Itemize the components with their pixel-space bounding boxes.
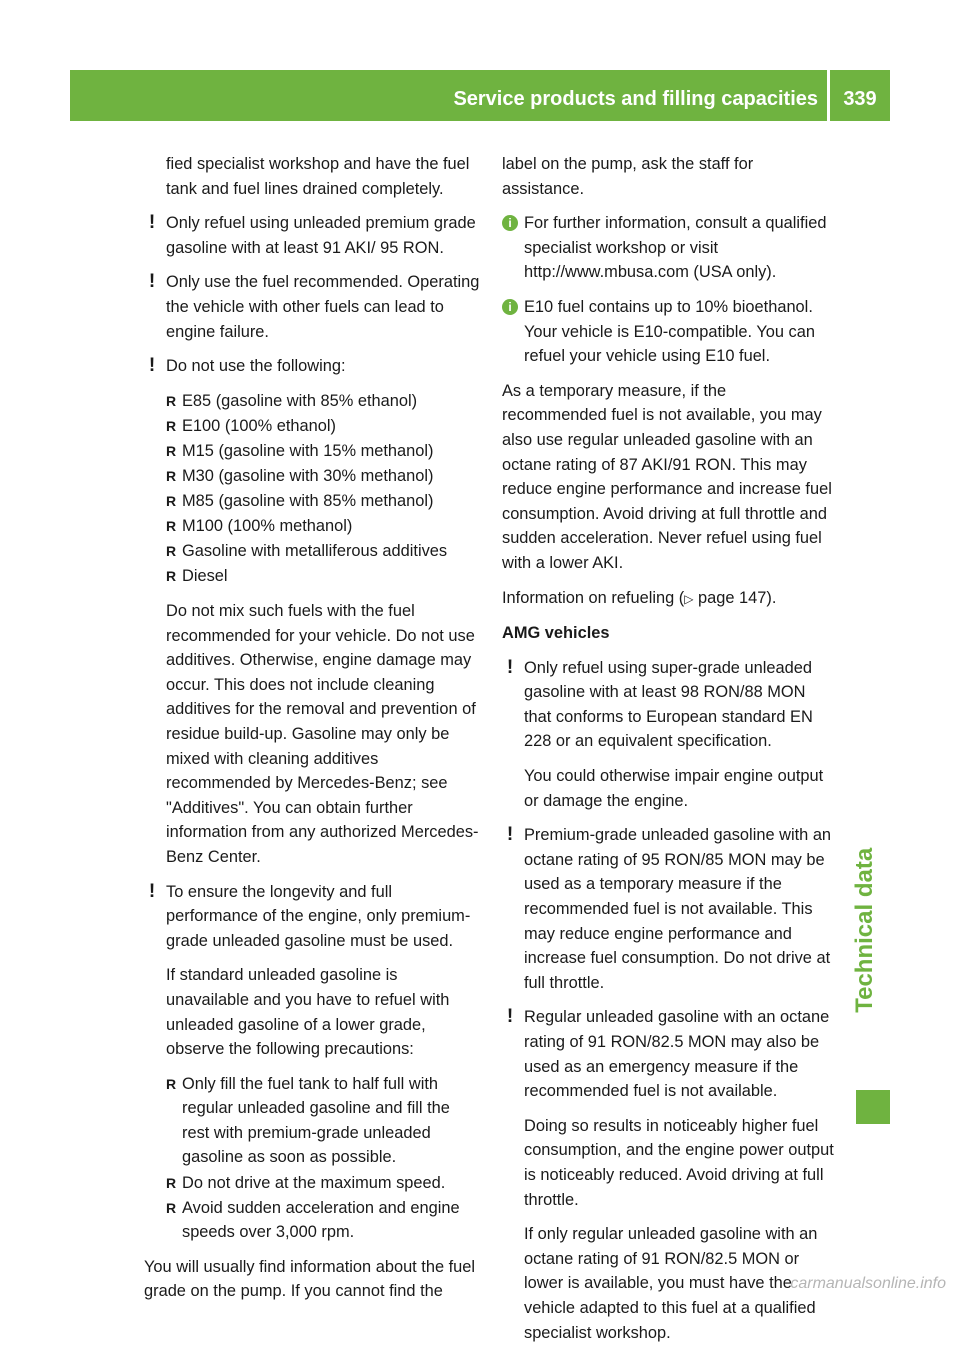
warning-icon: ! bbox=[506, 1006, 514, 1028]
section-title: Service products and filling capacities bbox=[453, 88, 818, 110]
warning-icon: ! bbox=[148, 212, 156, 234]
list-item: R E100 (100% ethanol) bbox=[166, 414, 480, 439]
list-item: R M100 (100% methanol) bbox=[166, 514, 480, 539]
warning-body: Doing so results in noticeably higher fuel consumption, and the engine power output is noticeably reduced. Avoid driving at full throttle. bbox=[524, 1116, 834, 1209]
warning-icon: ! bbox=[148, 355, 156, 377]
amg-heading: AMG vehicles bbox=[502, 624, 610, 643]
list-item: R M15 (gasoline with 15% methanol) bbox=[166, 439, 480, 464]
list-item: R Gasoline with metalliferous additives bbox=[166, 539, 480, 564]
refueling-reference bbox=[502, 586, 834, 612]
warning-body: You could otherwise impair engine output or damage the engine. bbox=[524, 767, 824, 810]
warning-body: Do not mix such fuels with the fuel recommended for your vehicle. Do not use additives. Otherwise, engine damage may occur. This does not include cleaning additives for the removal and prevention of residue build-up. Gasoline may only be mixed with cleaning additives recommended by Mercedes-Benz; see "Additives". You can obtain further information from any authorized Mercedes-Benz Center. bbox=[166, 602, 479, 866]
page-header bbox=[70, 70, 890, 121]
info-text: E10 fuel contains up to 10% bioethanol. Your vehicle is E10-compatible. You can refuel your vehicle using E10 fuel. bbox=[524, 297, 815, 366]
warning-note bbox=[502, 656, 834, 814]
side-tab-background bbox=[840, 121, 890, 860]
list-item: R M30 (gasoline with 30% methanol) bbox=[166, 464, 480, 489]
page-ref-link[interactable]: page 147). bbox=[698, 588, 777, 607]
list-item: R Avoid sudden acceleration and engine speeds over 3,000 rpm. bbox=[166, 1196, 480, 1245]
side-tab-marker bbox=[856, 1090, 890, 1124]
watermark: carmanualsonline.info bbox=[790, 1275, 946, 1292]
page-ref-icon: ▷ bbox=[684, 591, 694, 606]
warning-body: If only regular unleaded gasoline with an octane rating of 91 RON/82.5 MON or lower is available, you must have the vehicle adapted to this fuel at a qualified specialist workshop. bbox=[524, 1225, 818, 1342]
warning-icon: ! bbox=[506, 656, 514, 678]
warning-text: Do not use the following: bbox=[166, 357, 346, 376]
body-paragraph: As a temporary measure, if the recommended fuel is not available, you may also use regular unleaded gasoline with an octane rating of 87 AKI/91 RON. This may reduce engine performance and increase fuel consumption. Avoid driving at full throttle and sudden acceleration. Never refuel using fuel with a lower AKI. bbox=[502, 381, 832, 572]
warning-icon: ! bbox=[506, 824, 514, 846]
list-item: R E85 (gasoline with 85% ethanol) bbox=[166, 389, 480, 414]
warning-note bbox=[144, 211, 480, 260]
warning-body: If standard unleaded gasoline is unavailable and you have to refuel with unleaded gasoline of a lower grade, observe the following precautions: bbox=[166, 966, 450, 1059]
warning-text: Regular unleaded gasoline with an octane rating of 91 RON/82.5 MON may also be used as an emergency measure if the recommended fuel is not available. bbox=[524, 1008, 830, 1101]
list-item: R Do not drive at the maximum speed. bbox=[166, 1171, 480, 1196]
warning-note bbox=[144, 270, 480, 344]
list-item: R Only fill the fuel tank to half full with regular unleaded gasoline and fill the rest with premium-grade unleaded gasoline as soon as possible. bbox=[166, 1072, 480, 1170]
warning-note bbox=[144, 880, 480, 1245]
warning-icon: ! bbox=[148, 271, 156, 293]
side-tab-label bbox=[837, 790, 893, 1070]
page-number: 339 bbox=[843, 88, 877, 110]
precautions-list bbox=[166, 1072, 480, 1245]
warning-icon: ! bbox=[148, 880, 156, 902]
warning-text: Premium-grade unleaded gasoline with an octane rating of 95 RON/85 MON may be used as a temporary measure if the recommended fuel is not available. This may reduce engine performance and increase fuel consumption. Do not drive at full throttle. bbox=[524, 826, 832, 992]
closing-paragraph: You will usually find information about the fuel grade on the pump. If you cannot find the bbox=[144, 1257, 476, 1301]
info-note bbox=[502, 295, 834, 369]
info-text: For further information, consult a qualified specialist workshop or visit http://www.mbusa.com (USA only). bbox=[524, 214, 827, 282]
list-item: R M85 (gasoline with 85% methanol) bbox=[166, 489, 480, 514]
warning-text: Only refuel using unleaded premium grade gasoline with at least 91 AKI/ 95 RON. bbox=[166, 214, 476, 257]
warning-note bbox=[144, 354, 480, 869]
list-item: R Diesel bbox=[166, 564, 480, 589]
side-tab-text: Technical data bbox=[850, 847, 878, 1013]
excluded-fuels-list bbox=[166, 389, 480, 589]
info-icon: i bbox=[502, 215, 518, 231]
warning-text: Only use the fuel recommended. Operating the vehicle with other fuels can lead to engine failure. bbox=[166, 273, 480, 341]
warning-text: Only refuel using super-grade unleaded gasoline with at least 98 RON/88 MON that conforms to European standard EN 228 or an equivalent specification. bbox=[524, 658, 813, 751]
continuation-paragraph: label on the pump, ask the staff for assistance. bbox=[502, 155, 754, 198]
intro-paragraph: fied specialist workshop and have the fuel tank and fuel lines drained completely. bbox=[166, 155, 470, 198]
warning-text: To ensure the longevity and full performance of the engine, only premium-grade unleaded gasoline must be used. bbox=[166, 882, 471, 950]
warning-note bbox=[502, 823, 834, 995]
reference-prefix: Information on refueling ( bbox=[502, 588, 685, 607]
left-column bbox=[144, 152, 480, 1304]
info-icon: i bbox=[502, 299, 518, 315]
right-column bbox=[502, 152, 834, 1345]
info-note bbox=[502, 211, 834, 285]
